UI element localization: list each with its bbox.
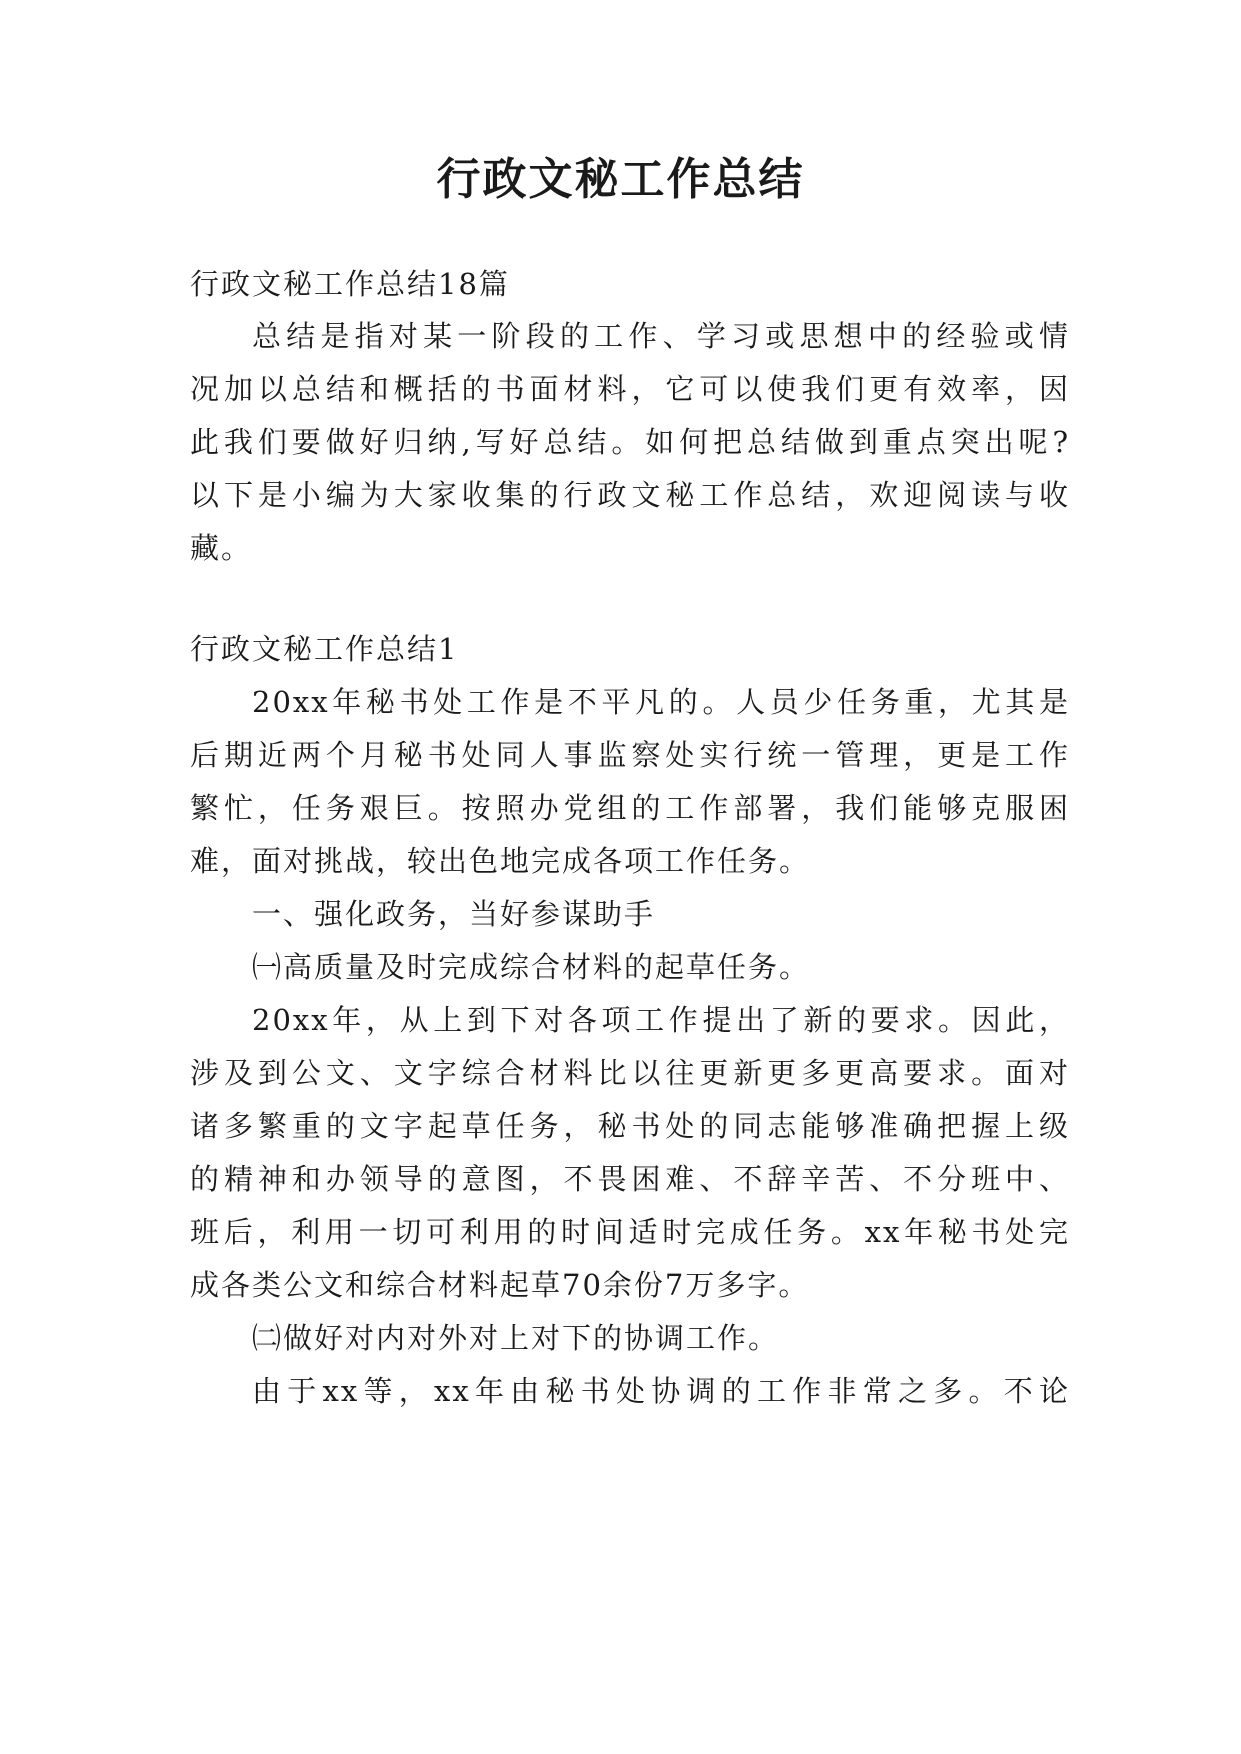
intro-line: 况加以总结和概括的书面材料，它可以使我们更有效率，因 <box>190 372 1070 406</box>
paragraph-line: 20xx年，从上到下对各项工作提出了新的要求。因此， <box>252 1003 1070 1037</box>
paragraph-line: 班后，利用一切可利用的时间适时完成任务。xx年秘书处完 <box>190 1215 1070 1249</box>
paragraph-line: 的精神和办领导的意图，不畏困难、不辞辛苦、不分班中、 <box>190 1162 1070 1196</box>
paragraph-line: 20xx年秘书处工作是不平凡的。人员少任务重，尤其是 <box>252 685 1070 719</box>
heading-one: 一、强化政务，当好参谋助手 <box>252 897 656 931</box>
paragraph-line: 成各类公文和综合材料起草70余份7万多字。 <box>190 1268 810 1302</box>
sub-heading: ㈡做好对内对外对上对下的协调工作。 <box>252 1321 780 1355</box>
sub-heading: ㈠高质量及时完成综合材料的起草任务。 <box>252 950 811 984</box>
document-subtitle: 行政文秘工作总结18篇 <box>190 267 510 301</box>
intro-line: 此我们要做好归纳,写好总结。如何把总结做到重点突出呢? <box>190 425 1070 459</box>
intro-line: 总结是指对某一阶段的工作、学习或思想中的经验或情 <box>252 319 1070 353</box>
intro-line: 以下是小编为大家收集的行政文秘工作总结，欢迎阅读与收 <box>190 478 1070 512</box>
document-title: 行政文秘工作总结 <box>436 154 805 205</box>
section-heading: 行政文秘工作总结1 <box>190 632 459 666</box>
paragraph-line: 诸多繁重的文字起草任务，秘书处的同志能够准确把握上级 <box>190 1109 1070 1143</box>
paragraph-line: 后期近两个月秘书处同人事监察处实行统一管理，更是工作 <box>190 738 1070 772</box>
paragraph-line: 繁忙，任务艰巨。按照办党组的工作部署，我们能够克服困 <box>190 791 1070 825</box>
paragraph-line: 涉及到公文、文字综合材料比以往更新更多更高要求。面对 <box>190 1056 1070 1090</box>
paragraph-line: 由于xx等，xx年由秘书处协调的工作非常之多。不论 <box>252 1374 1070 1408</box>
paragraph-line: 难，面对挑战，较出色地完成各项工作任务。 <box>190 844 811 878</box>
intro-line: 藏。 <box>190 531 253 565</box>
